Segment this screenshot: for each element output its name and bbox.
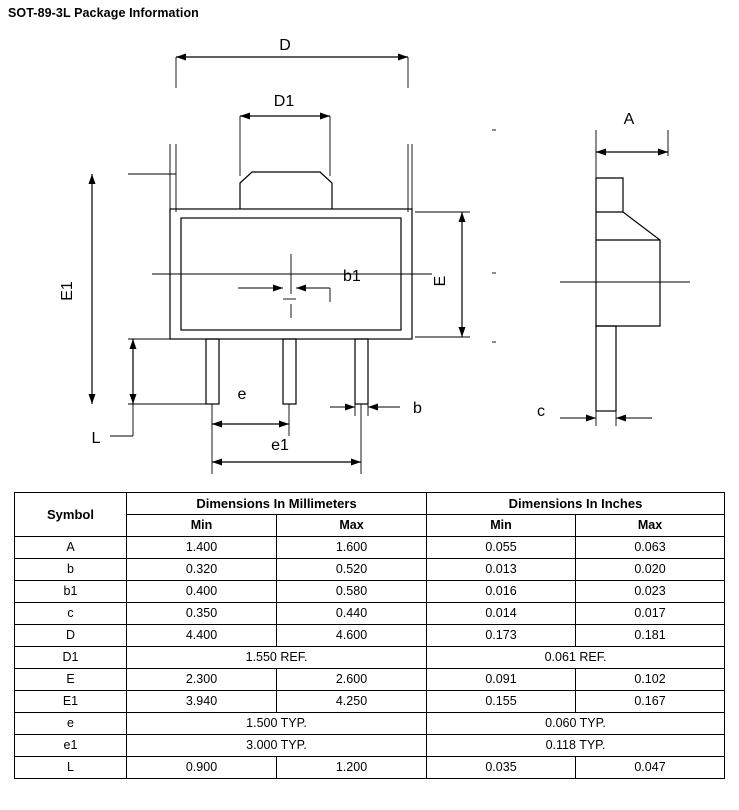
header-mm-group: Dimensions In Millimeters [127,493,427,515]
header-inch-min: Min [427,515,576,537]
cell-inch-max: 0.023 [576,581,725,603]
cell-inch-min: 0.091 [427,669,576,691]
cell-symbol: c [15,603,127,625]
cell-mm-min: 2.300 [127,669,277,691]
table-row [15,625,725,647]
cell-mm-max: 4.600 [277,625,427,647]
cell-symbol: L [15,757,127,779]
cell-inch-max: 0.063 [576,537,725,559]
table-row [15,691,725,713]
label-b1: b1 [343,268,361,285]
cell-symbol: e [15,713,127,735]
cell-inch-min: 0.016 [427,581,576,603]
cell-mm-span: 1.500 TYP. [127,713,427,735]
cell-symbol: A [15,537,127,559]
cell-mm-min: 0.320 [127,559,277,581]
label-e: e [237,386,247,403]
cell-mm-max: 2.600 [277,669,427,691]
cell-inch-min: 0.014 [427,603,576,625]
cell-mm-min: 4.400 [127,625,277,647]
cell-inch-min: 0.155 [427,691,576,713]
label-c: c [537,403,545,420]
cell-mm-max: 1.600 [277,537,427,559]
cell-inch-min: 0.055 [427,537,576,559]
cell-symbol: D1 [15,647,127,669]
cell-symbol: b1 [15,581,127,603]
cell-mm-min: 3.940 [127,691,277,713]
label-E: E [432,275,449,287]
cell-mm-min: 0.350 [127,603,277,625]
table-row [15,735,725,757]
label-D: D [279,37,291,54]
cell-inch-span: 0.061 REF. [427,647,725,669]
header-inch-group: Dimensions In Inches [427,493,725,515]
cell-mm-min: 0.900 [127,757,277,779]
label-b: b [413,400,422,417]
package-drawing [0,26,739,486]
table-header-row-1 [15,493,725,515]
cell-mm-min: 0.400 [127,581,277,603]
cell-inch-max: 0.181 [576,625,725,647]
page-title: SOT-89-3L Package Information [8,6,199,20]
dimensions-table-body [15,537,725,779]
header-mm-max: Max [277,515,427,537]
cell-inch-max: 0.102 [576,669,725,691]
label-e1: e1 [271,437,289,454]
cell-symbol: e1 [15,735,127,757]
cell-inch-span: 0.118 TYP. [427,735,725,757]
cell-symbol: b [15,559,127,581]
dimensions-table [14,492,725,779]
cell-inch-max: 0.017 [576,603,725,625]
cell-inch-span: 0.060 TYP. [427,713,725,735]
table-row [15,581,725,603]
label-A: A [623,111,635,128]
cell-mm-span: 1.550 REF. [127,647,427,669]
cell-mm-max: 0.440 [277,603,427,625]
cell-inch-max: 0.047 [576,757,725,779]
table-row [15,669,725,691]
header-inch-max: Max [576,515,725,537]
cell-inch-min: 0.173 [427,625,576,647]
cell-mm-min: 1.400 [127,537,277,559]
cell-mm-max: 0.580 [277,581,427,603]
cell-symbol: E [15,669,127,691]
header-symbol: Symbol [15,493,127,537]
cell-symbol: E1 [15,691,127,713]
label-L: L [91,430,101,447]
cell-inch-min: 0.035 [427,757,576,779]
label-E1: E1 [59,281,76,301]
cell-mm-max: 4.250 [277,691,427,713]
label-D1: D1 [273,93,295,110]
header-mm-min: Min [127,515,277,537]
table-row [15,559,725,581]
table-row [15,537,725,559]
cell-inch-max: 0.167 [576,691,725,713]
cell-mm-max: 0.520 [277,559,427,581]
cell-symbol: D [15,625,127,647]
table-row [15,757,725,779]
table-row [15,647,725,669]
cell-inch-min: 0.013 [427,559,576,581]
table-row [15,603,725,625]
cell-inch-max: 0.020 [576,559,725,581]
cell-mm-span: 3.000 TYP. [127,735,427,757]
table-row [15,713,725,735]
dimensions-table-wrapper [14,492,724,779]
cell-mm-max: 1.200 [277,757,427,779]
